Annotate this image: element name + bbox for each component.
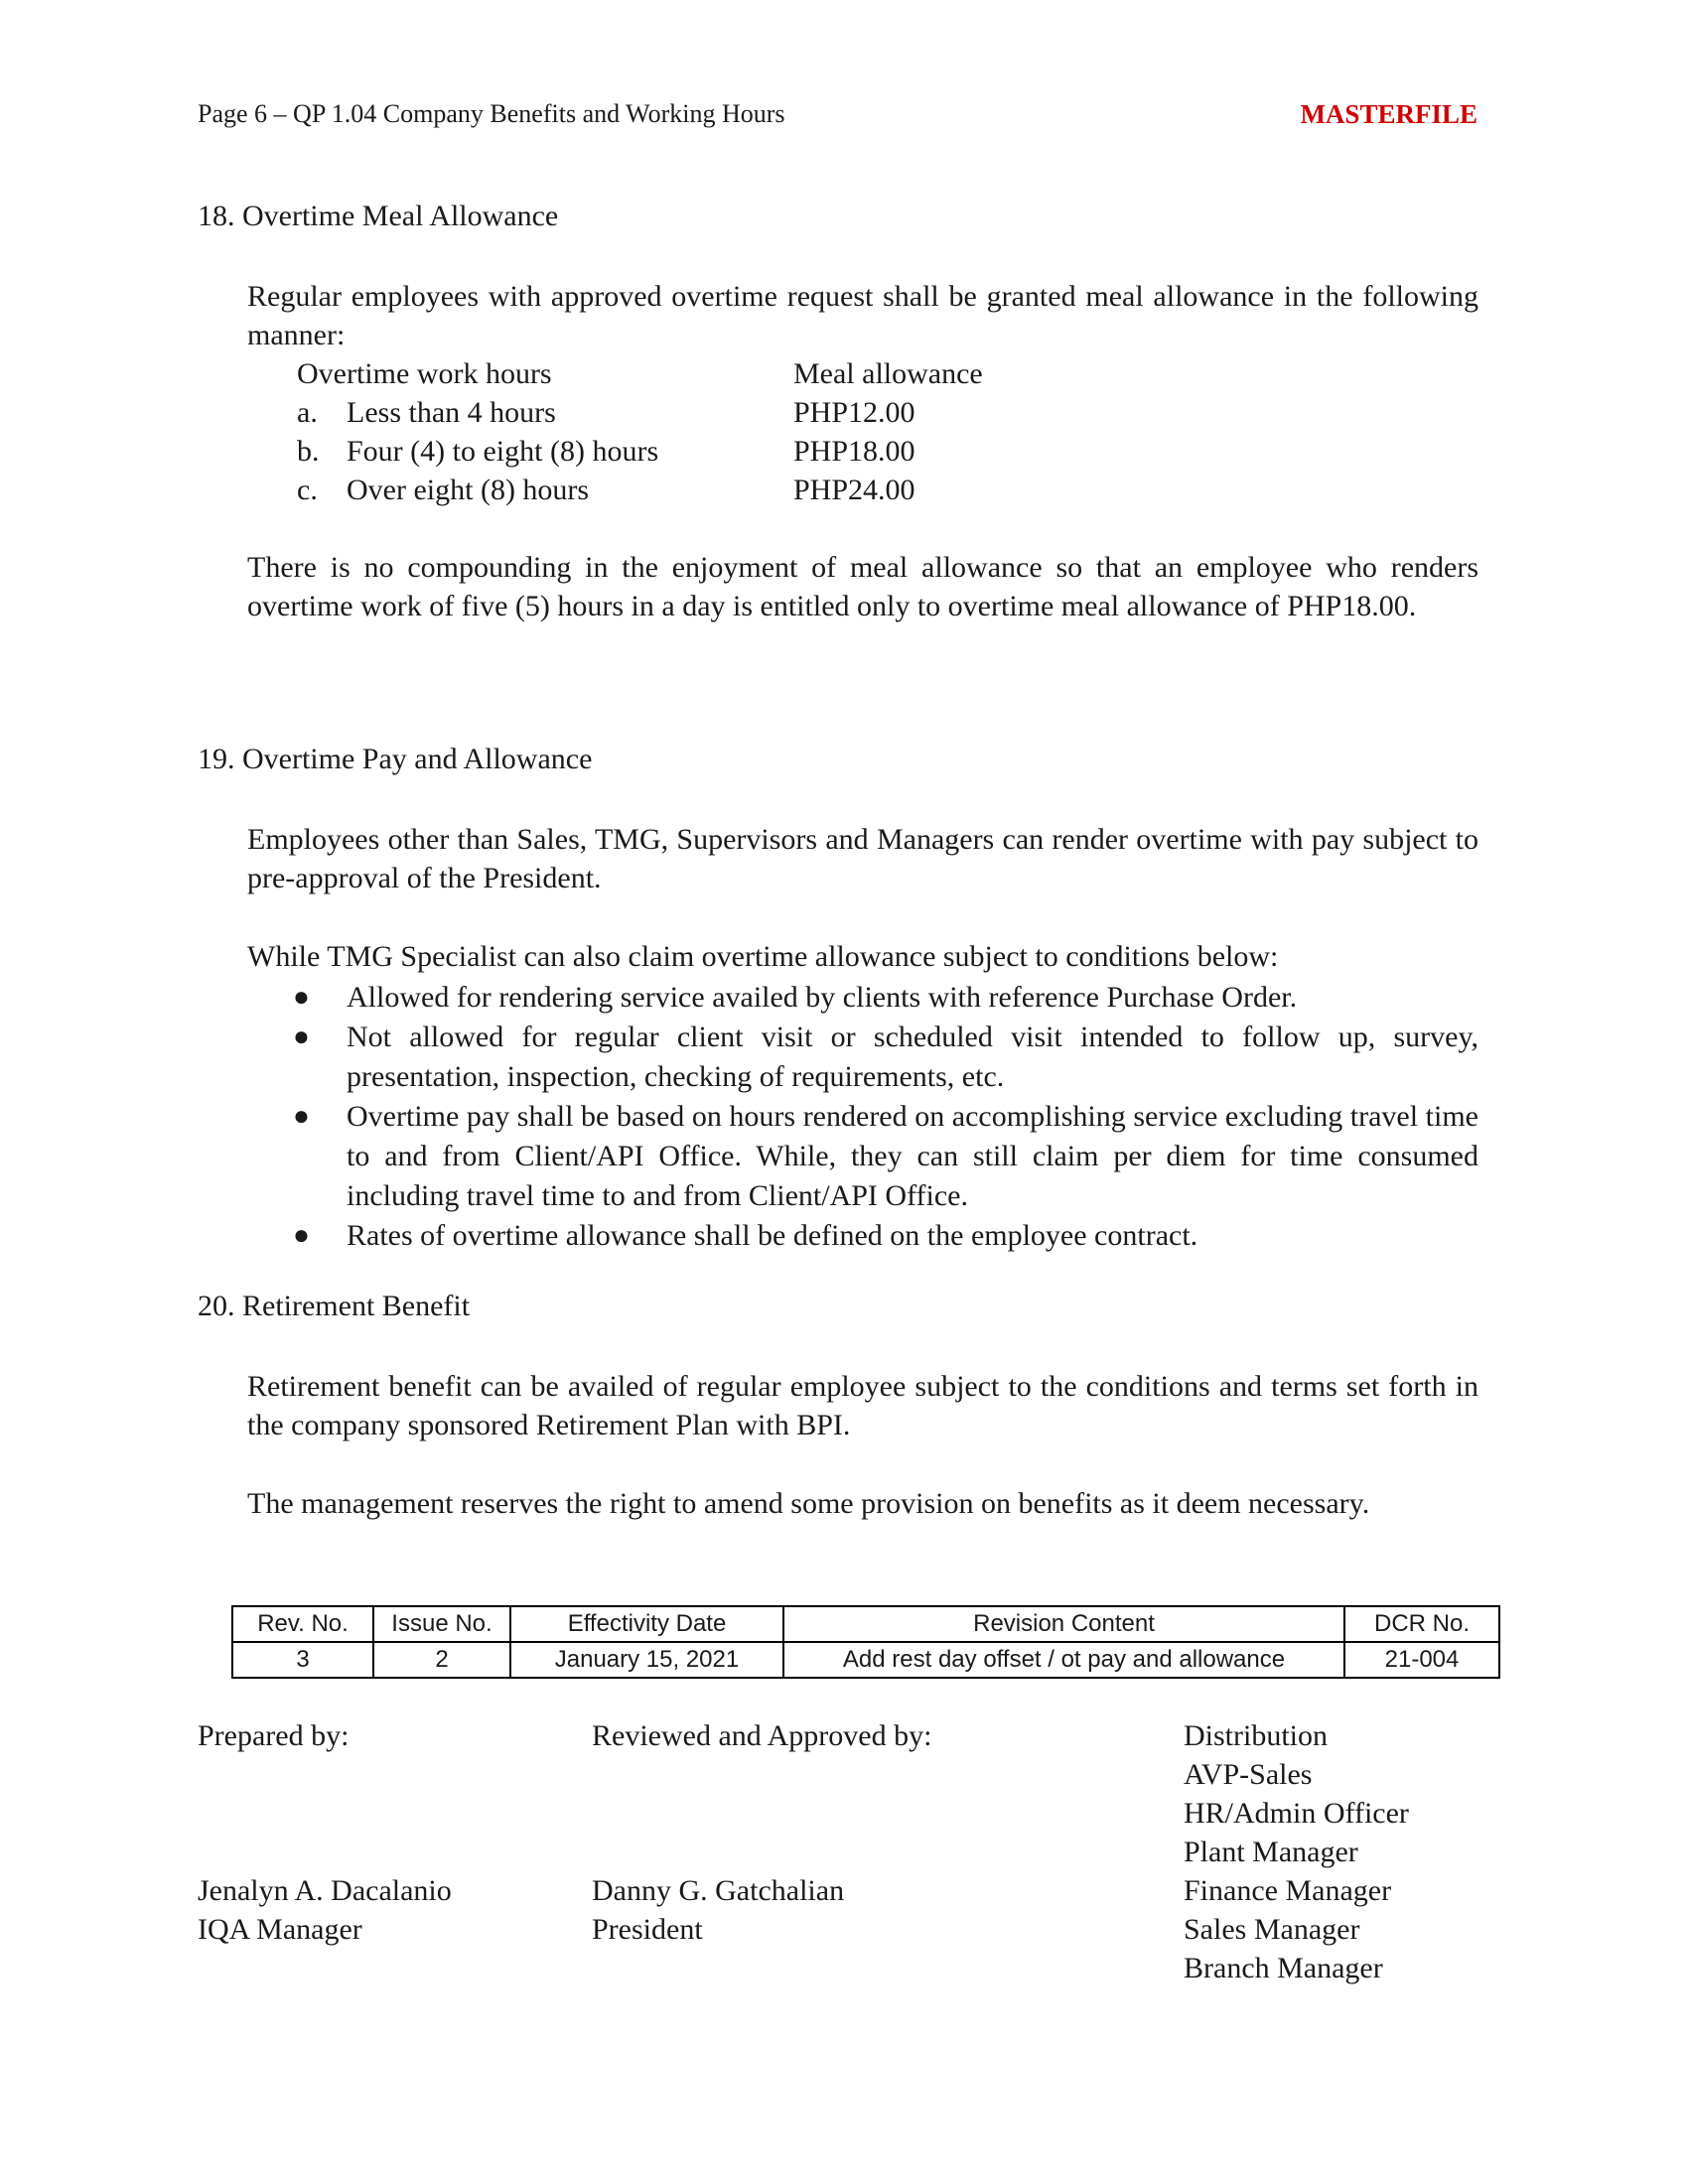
list-item: Plant Manager	[1184, 1836, 1358, 1868]
rev-no-cell: 3	[232, 1642, 373, 1678]
list-item	[293, 978, 1478, 1018]
bullet-icon: ●	[293, 1220, 310, 1251]
table-row	[232, 1642, 1499, 1678]
section-18-intro: Regular employees with approved overtime request shall be granted meal allowance in the following manner:	[247, 280, 1478, 351]
section-19-title: 19. Overtime Pay and Allowance	[198, 743, 593, 775]
row-amount: PHP18.00	[793, 435, 915, 468]
section-20-para2: The management reserves the right to amend some provision on benefits as it deem necessary.	[247, 1487, 1370, 1520]
row-amount: PHP12.00	[793, 396, 915, 429]
bullet-icon: ●	[293, 982, 310, 1013]
revision-table	[231, 1605, 1500, 1679]
reviewed-by-name: Danny G. Gatchalian	[592, 1874, 845, 1907]
meal-allowance-header-row	[297, 354, 983, 393]
section-18-note: There is no compounding in the enjoyment of meal allowance so that an employee who renders overtime work of five (5) hours in a day is entitled only to overtime meal allowance of PHP18.00.	[247, 551, 1478, 622]
row-letter: a.	[297, 396, 318, 429]
list-item-text: Overtime pay shall be based on hours rendered on accomplishing service excluding travel time to and from Client/API Office. While, they can still claim per diem for time consumed including travel time to and from Client/API Office.	[347, 1100, 1478, 1212]
section-20-title: 20. Retirement Benefit	[198, 1290, 471, 1322]
prepared-by-label: Prepared by:	[198, 1719, 350, 1752]
masterfile-label: MASTERFILE	[1300, 99, 1477, 129]
effectivity-date-header: Effectivity Date	[510, 1606, 783, 1642]
list-item: HR/Admin Officer	[1184, 1797, 1409, 1830]
distribution-label: Distribution	[1184, 1719, 1329, 1752]
revision-content-cell: Add rest day offset / ot pay and allowance	[783, 1642, 1344, 1678]
meal-allowance-header: Meal allowance	[793, 357, 983, 390]
reviewed-by-label: Reviewed and Approved by:	[592, 1719, 932, 1752]
row-letter: b.	[297, 435, 320, 468]
list-item-text: Rates of overtime allowance shall be defined on the employee contract.	[347, 1219, 1198, 1252]
meal-allowance-row	[297, 471, 983, 509]
list-item	[293, 1018, 1478, 1097]
row-amount: PHP24.00	[793, 474, 915, 506]
bullet-icon: ●	[293, 1022, 310, 1052]
list-item: Sales Manager	[1184, 1913, 1360, 1946]
issue-no-header: Issue No.	[373, 1606, 510, 1642]
distribution-list	[1184, 1716, 1409, 1987]
revision-content-header: Revision Content	[783, 1606, 1344, 1642]
meal-allowance-row	[297, 393, 983, 432]
section-20-para1: Retirement benefit can be availed of regular employee subject to the conditions and terms set forth in the company sponsored Retirement Plan with BPI.	[247, 1370, 1478, 1441]
issue-no-cell: 2	[373, 1642, 510, 1678]
meal-allowance-row	[297, 432, 983, 471]
section-19-para2: While TMG Specialist can also claim overtime allowance subject to conditions below:	[247, 940, 1279, 973]
list-item	[293, 1097, 1478, 1216]
list-item: Finance Manager	[1184, 1874, 1392, 1907]
list-item-text: Allowed for rendering service availed by clients with reference Purchase Order.	[347, 981, 1298, 1014]
overtime-conditions-list	[293, 978, 1478, 1256]
row-letter: c.	[297, 474, 318, 506]
prepared-by-title: IQA Manager	[198, 1913, 362, 1946]
dcr-no-header: DCR No.	[1344, 1606, 1499, 1642]
meal-allowance-table	[297, 354, 983, 509]
revision-header-row	[232, 1606, 1499, 1642]
bullet-icon: ●	[293, 1101, 310, 1132]
list-item: AVP-Sales	[1184, 1758, 1313, 1791]
row-hours: Four (4) to eight (8) hours	[347, 435, 659, 468]
row-hours: Less than 4 hours	[347, 396, 556, 429]
rev-no-header: Rev. No.	[232, 1606, 373, 1642]
page-header-title: Page 6 – QP 1.04 Company Benefits and Working Hours	[198, 99, 785, 128]
section-18-title: 18. Overtime Meal Allowance	[198, 200, 559, 232]
list-item-text: Not allowed for regular client visit or scheduled visit intended to follow up, survey, presentation, inspection, checking of requirements, etc.	[347, 1021, 1478, 1093]
overtime-hours-header: Overtime work hours	[297, 357, 552, 390]
section-19-para1: Employees other than Sales, TMG, Supervisors and Managers can render overtime with pay subject to pre-approval of the President.	[247, 823, 1478, 894]
list-item: Branch Manager	[1184, 1952, 1383, 1984]
dcr-no-cell: 21-004	[1344, 1642, 1499, 1678]
row-hours: Over eight (8) hours	[347, 474, 590, 506]
reviewed-by-title: President	[592, 1913, 703, 1946]
prepared-by-name: Jenalyn A. Dacalanio	[198, 1874, 452, 1907]
effectivity-date-cell: January 15, 2021	[510, 1642, 783, 1678]
list-item	[293, 1216, 1478, 1256]
